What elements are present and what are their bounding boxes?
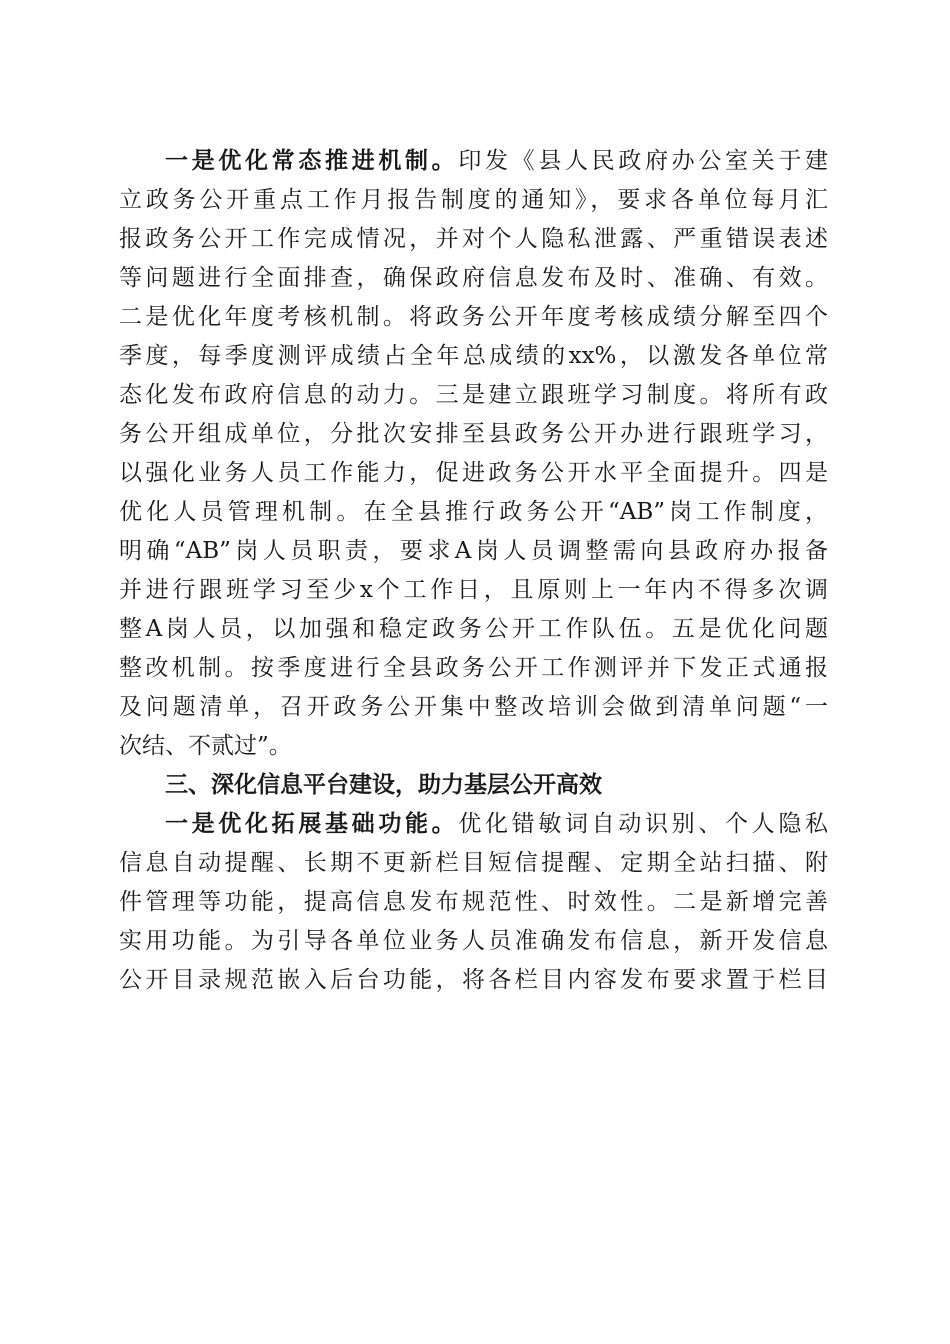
paragraph-2-line-1-rest: 优化错敏词自动识别、个人隐私 <box>458 811 829 837</box>
paragraph-2-line: 公开目录规范嵌入后台功能，将各栏目内容发布要求置于栏目 <box>119 967 828 993</box>
document-body <box>119 142 828 1000</box>
paragraph-1-line-1 <box>119 142 828 181</box>
paragraph-1-line: 等问题进行全面排查，确保政府信息发布及时、准确、有效。 <box>119 265 828 291</box>
paragraph-1-line: 报政务公开工作完成情况，并对个人隐私泄露、严重错误表述 <box>119 226 828 252</box>
paragraph-2-line: 实用功能。为引导各单位业务人员准确发布信息，新开发信息 <box>119 928 828 954</box>
paragraph-1-line: 整A岗人员，以加强和稳定政务公开工作队伍。五是优化问题 <box>119 616 828 642</box>
paragraph-1-line: 务公开组成单位，分批次安排至县政务公开办进行跟班学习， <box>119 421 828 447</box>
paragraph-1-line-1-rest: 印发《县人民政府办公室关于建 <box>458 148 829 174</box>
paragraph-1-line: 季度，每季度测评成绩占全年总成绩的xx%，以激发各单位常 <box>119 343 828 369</box>
section-heading: 三、深化信息平台建设，助力基层公开高效 <box>165 772 602 798</box>
paragraph-2-line: 信息自动提醒、长期不更新栏目短信提醒、定期全站扫描、附 <box>119 850 828 876</box>
paragraph-2-lead: 一是优化拓展基础功能。 <box>165 811 459 837</box>
paragraph-2-line: 件管理等功能，提高信息发布规范性、时效性。二是新增完善 <box>119 889 828 915</box>
paragraph-1-line: 优化人员管理机制。在全县推行政务公开“AB”岗工作制度， <box>119 499 828 525</box>
paragraph-1-line: 立政务公开重点工作月报告制度的通知》，要求各单位每月汇 <box>119 187 828 213</box>
paragraph-2-line-1 <box>119 805 828 844</box>
paragraph-1-line: 明确“AB”岗人员职责，要求A岗人员调整需向县政府办报备 <box>119 538 828 564</box>
paragraph-1-line: 以强化业务人员工作能力，促进政务公开水平全面提升。四是 <box>119 460 828 486</box>
paragraph-1-line: 整改机制。按季度进行全县政务公开工作测评并下发正式通报 <box>119 655 828 681</box>
paragraph-1-lead: 一是优化常态推进机制。 <box>165 148 459 174</box>
paragraph-1-line: 态化发布政府信息的动力。三是建立跟班学习制度。将所有政 <box>119 382 828 408</box>
paragraph-1-line-last: 次结、不贰过”。 <box>119 733 292 759</box>
paragraph-1-line: 并进行跟班学习至少x个工作日，且原则上一年内不得多次调 <box>119 577 828 603</box>
paragraph-1-line: 二是优化年度考核机制。将政务公开年度考核成绩分解至四个 <box>119 304 828 330</box>
paragraph-1-line: 及问题清单，召开政务公开集中整改培训会做到清单问题“一 <box>119 694 828 720</box>
